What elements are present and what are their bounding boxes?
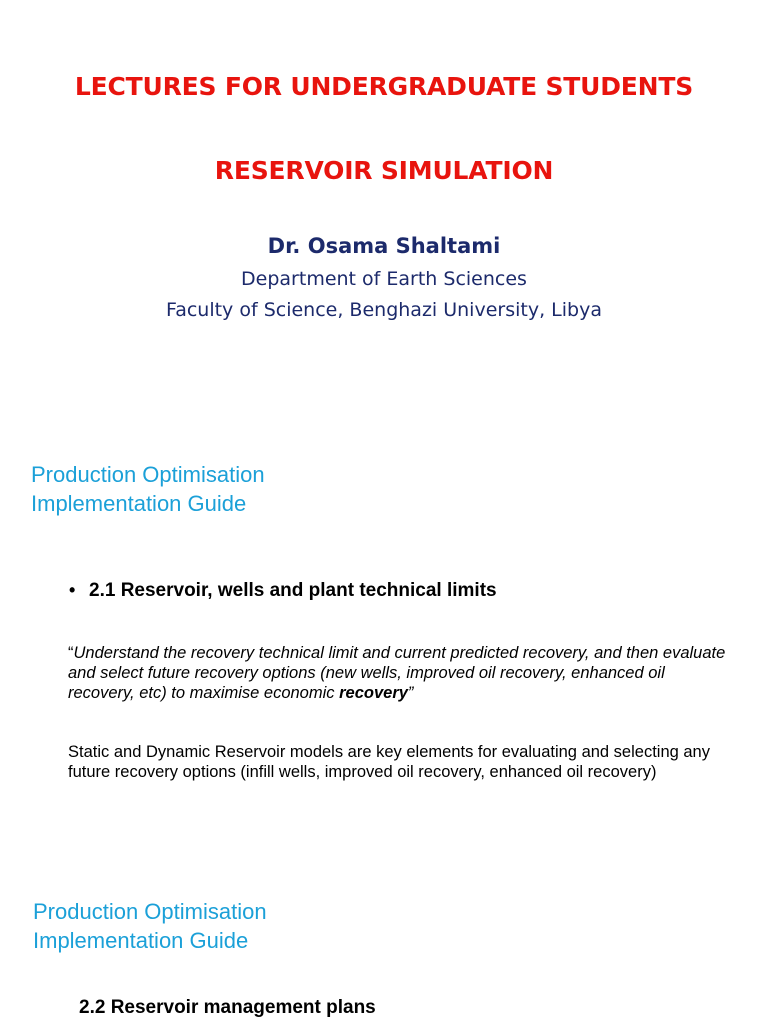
quote-paragraph — [68, 643, 728, 703]
author-department: Department of Earth Sciences — [241, 268, 527, 290]
quote-close-mark: ” — [407, 684, 414, 702]
body-paragraph: Static and Dynamic Reservoir models are key elements for evaluating and selecting any future recovery options (infill wells, improved oil recovery, enhanced oil recovery) — [68, 743, 710, 781]
lecture-heading: LECTURES FOR UNDERGRADUATE STUDENTS — [74, 72, 694, 101]
course-title: RESERVOIR SIMULATION — [214, 156, 554, 185]
slide-subheading: 2.2 Reservoir management plans — [79, 997, 376, 1018]
bullet-item — [69, 580, 497, 602]
quote-open-mark: “ — [68, 644, 74, 662]
slide-heading-line2: Implementation Guide — [31, 491, 247, 516]
bullet-text: 2.1 Reservoir, wells and plant technical limits — [89, 580, 497, 601]
slide-management-plans — [0, 880, 768, 1024]
quote-body: Understand the recovery technical limit and current predicted recovery, and then evaluate and select future recovery options (new wells, improved oil recovery, enhanced oil recovery, etc) to maximise economic — [68, 644, 726, 702]
slide-technical-limits — [0, 440, 768, 830]
slide-heading-line1: Production Optimisation — [33, 899, 267, 924]
bullet-icon: • — [69, 580, 76, 600]
slide-heading-line1: Production Optimisation — [31, 462, 265, 487]
quote-emphasis: recovery — [339, 684, 408, 702]
title-slide — [0, 0, 768, 400]
author-faculty: Faculty of Science, Benghazi University, Libya — [166, 299, 602, 321]
author-name: Dr. Osama Shaltami — [267, 234, 501, 258]
slide-heading — [31, 460, 265, 518]
slide-heading — [33, 897, 267, 955]
slide-heading-line2: Implementation Guide — [33, 928, 249, 953]
